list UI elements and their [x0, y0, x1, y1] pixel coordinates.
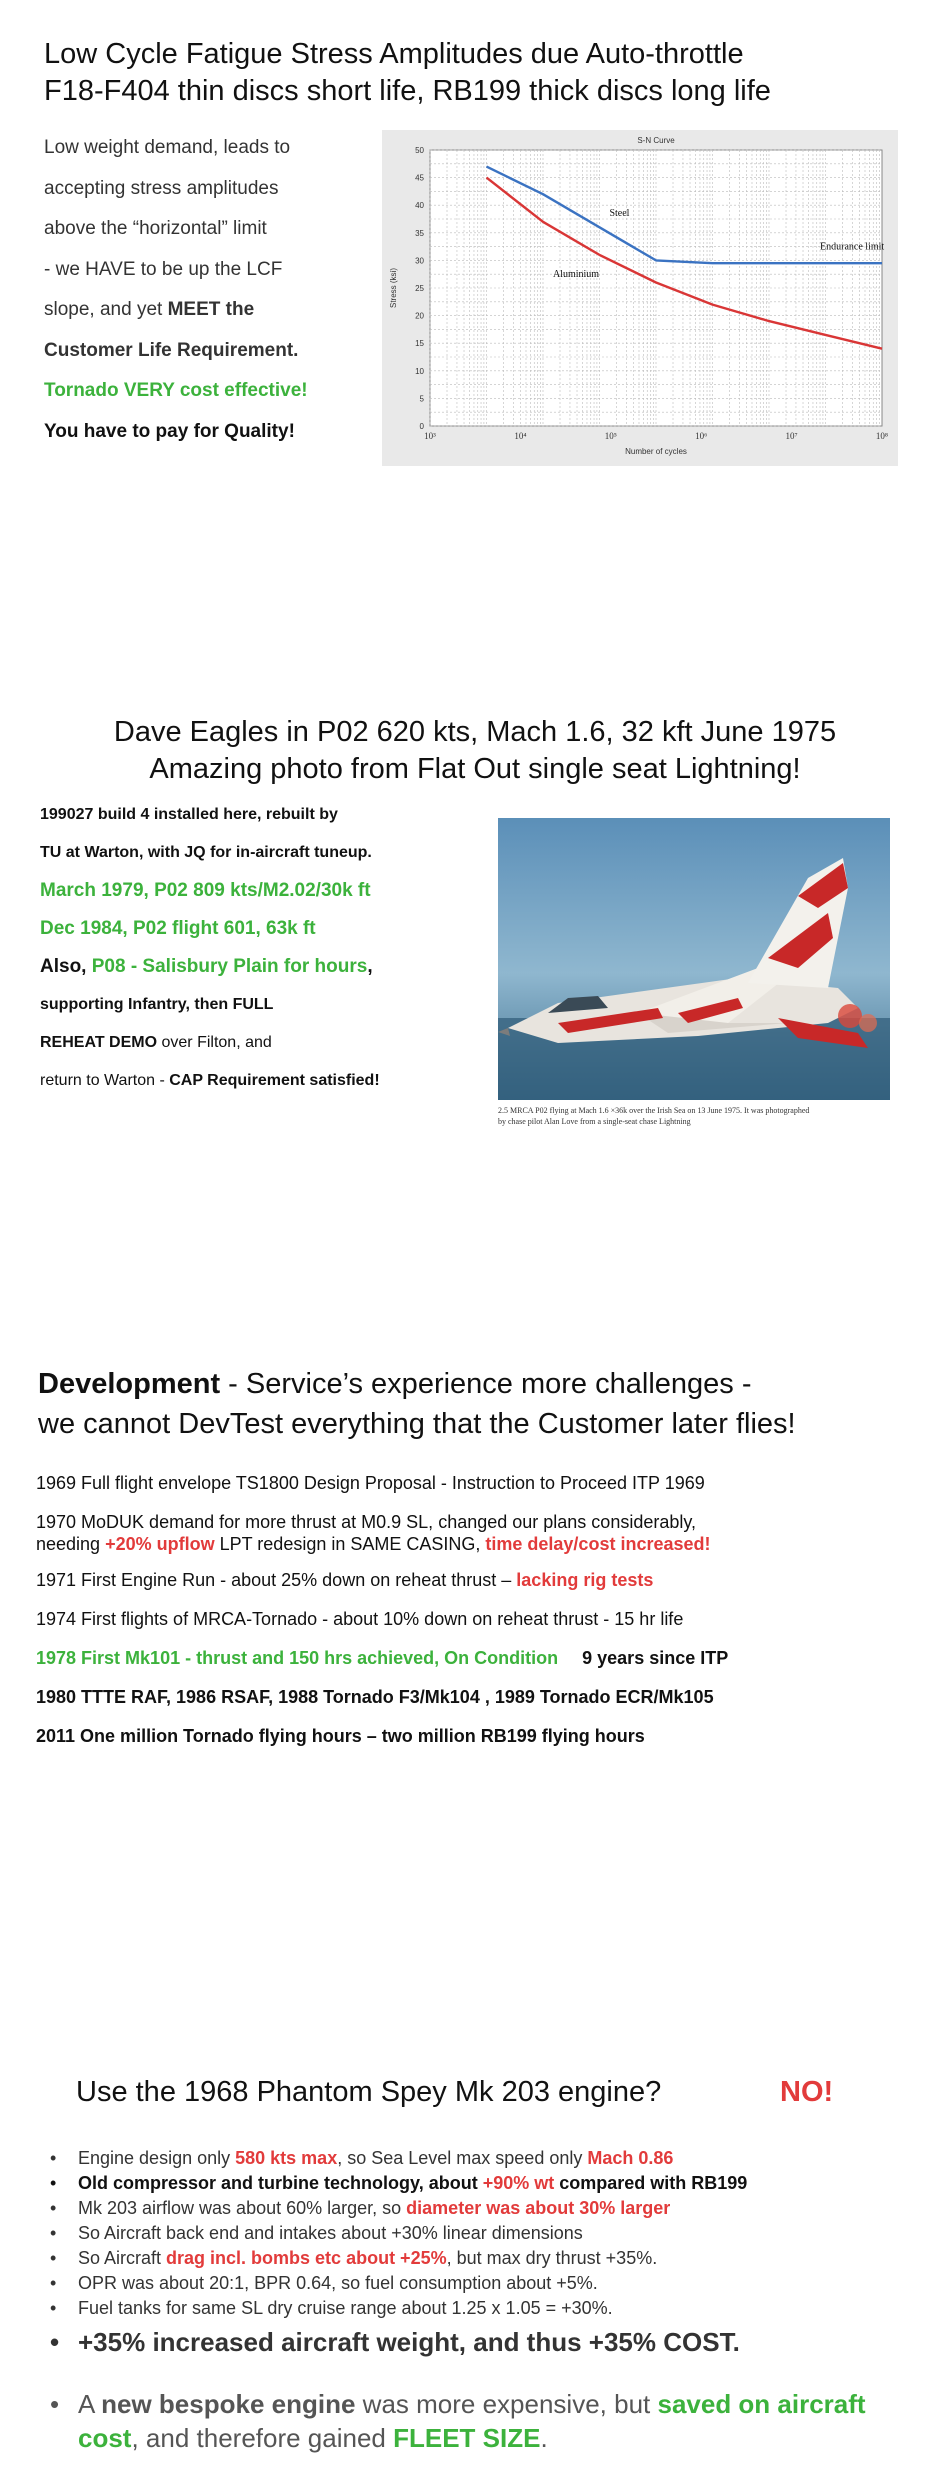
x-axis-label: Number of cycles	[625, 447, 687, 456]
sn-curve-svg	[382, 130, 898, 466]
s2-line: 199027 build 4 installed here, rebuilt by	[40, 806, 338, 823]
s1-line: slope, and yet MEET the	[44, 299, 255, 320]
tornado-aircraft-image	[498, 818, 890, 1100]
timeline-item: 2011 One million Tornado flying hours – two million RB199 flying hours	[36, 1726, 645, 1746]
y-tick-label: 30	[415, 256, 424, 266]
timeline-item: 1969 Full flight envelope TS1800 Design Proposal - Instruction to Proceed ITP 1969	[36, 1473, 705, 1493]
s2-line: Dec 1984, P02 flight 601, 63k ft	[40, 918, 316, 939]
section1-title-line1: Low Cycle Fatigue Stress Amplitudes due Auto-throttle	[44, 38, 744, 70]
section3-title: Development - Service’s experience more challenges - we cannot DevTest everything that the Customer later flies!	[38, 1368, 796, 1440]
y-tick-label: 40	[415, 201, 424, 211]
s1-line: You have to pay for Quality!	[44, 420, 295, 442]
s1-line: Customer Life Requirement.	[44, 339, 299, 361]
y-axis-label: Stress (ksi)	[389, 268, 398, 308]
x-tick-label: 10⁷	[785, 431, 798, 441]
y-tick-label: 25	[415, 284, 424, 293]
timeline-list	[36, 1472, 936, 1764]
y-tick-label: 20	[415, 311, 424, 321]
bullet-item: • Fuel tanks for same SL dry cruise range about 1.25 x 1.05 = +30%.	[50, 2298, 613, 2318]
s1-line: above the “horizontal” limit	[44, 218, 267, 239]
y-tick-label: 35	[415, 228, 424, 238]
sn-curve-chart	[382, 130, 898, 466]
timeline-item: 1971 First Engine Run - about 25% down on reheat thrust – lacking rig tests	[36, 1570, 654, 1590]
x-tick-label: 10⁵	[604, 431, 617, 441]
section4-title: Use the 1968 Phantom Spey Mk 203 engine?	[76, 2076, 662, 2108]
y-tick-label: 15	[415, 339, 424, 349]
bullet-item: • A new bespoke engine was more expensive, but saved on aircraft cost, and therefore gained FLEET SIZE.	[50, 2389, 866, 2453]
section2-title-line1: Dave Eagles in P02 620 kts, Mach 1.6, 32 kft June 1975	[113, 716, 837, 748]
timeline-item: 1980 TTTE RAF, 1986 RSAF, 1988 Tornado F3/Mk104 , 1989 Tornado ECR/Mk105	[36, 1687, 714, 1707]
x-tick-label: 10⁸	[875, 431, 889, 441]
y-tick-label: 50	[415, 146, 424, 155]
section1-text	[44, 128, 384, 452]
s2-line: Also, P08 - Salisbury Plain for hours,	[40, 956, 373, 977]
timeline-item: 1970 MoDUK demand for more thrust at M0.9 SL, changed our plans considerably, needing +20% upflow LPT redesign in SAME CASING, time delay/cost increased!	[36, 1512, 711, 1554]
spey-bullet-list	[44, 2146, 924, 2455]
bullet-item: • Mk 203 airflow was about 60% larger, so diameter was about 30% larger	[50, 2198, 671, 2218]
tornado-photo	[498, 818, 890, 1100]
y-tick-label: 5	[419, 394, 424, 404]
s2-line: supporting Infantry, then FULL	[40, 996, 274, 1013]
chart-annotation: Steel	[609, 208, 630, 220]
section1-title	[44, 36, 924, 110]
s1-line: Tornado VERY cost effective!	[44, 380, 308, 401]
bullet-item: • So Aircraft drag incl. bombs etc about +25%, but max dry thrust +35%.	[50, 2248, 658, 2268]
bullet-item: • OPR was about 20:1, BPR 0.64, so fuel consumption about +5%.	[50, 2273, 598, 2293]
s2-line: TU at Warton, with JQ for in-aircraft tuneup.	[40, 844, 372, 861]
section2-title	[40, 714, 910, 788]
chart-annotation: Endurance limit	[820, 241, 885, 253]
s2-line: March 1979, P02 809 kts/M2.02/30k ft	[40, 880, 371, 901]
section2-text	[40, 796, 510, 1100]
x-tick-label: 10⁶	[695, 431, 708, 441]
section2-title-line2: Amazing photo from Flat Out single seat Lightning!	[149, 753, 801, 785]
s1-line: accepting stress amplitudes	[44, 177, 279, 199]
bullet-item: • Old compressor and turbine technology, about +90% wt compared with RB199	[50, 2173, 748, 2193]
no-answer: NO!	[780, 2076, 834, 2108]
section1-title-line2: F18-F404 thin discs short life, RB199 thick discs long life	[44, 75, 771, 107]
development-heading: Development	[38, 1368, 221, 1400]
chart-annotation: Aluminium	[552, 268, 600, 280]
s1-line: - we HAVE to be up the LCF	[44, 258, 283, 280]
s2-line: return to Warton - CAP Requirement satisfied!	[40, 1072, 380, 1089]
x-tick-label: 10³	[424, 431, 436, 441]
bullet-item: • +35% increased aircraft weight, and thus +35% COST.	[50, 2327, 740, 2357]
bullet-item: • Engine design only 580 kts max, so Sea Level max speed only Mach 0.86	[50, 2148, 674, 2168]
y-tick-label: 10	[415, 366, 424, 376]
s2-line: REHEAT DEMO over Filton, and	[40, 1034, 272, 1051]
chart-title: S-N Curve	[637, 136, 675, 145]
s1-line: Low weight demand, leads to	[44, 137, 291, 158]
x-tick-label: 10⁴	[514, 431, 527, 441]
timeline-item: 1978 First Mk101 - thrust and 150 hrs achieved, On Condition 9 years since ITP	[36, 1648, 729, 1668]
bullet-item: • So Aircraft back end and intakes about +30% linear dimensions	[50, 2223, 583, 2243]
photo-caption: 2.5 MRCA P02 flying at Mach 1.6 ×36k over the Irish Sea on 13 June 1975. It was photographed by chase pilot Alan Love from a single-seat chase Lightning	[498, 1106, 810, 1126]
timeline-item: 1974 First flights of MRCA-Tornado - about 10% down on reheat thrust - 15 hr life	[36, 1609, 684, 1629]
y-tick-label: 45	[415, 173, 424, 183]
y-tick-label: 0	[419, 422, 424, 431]
